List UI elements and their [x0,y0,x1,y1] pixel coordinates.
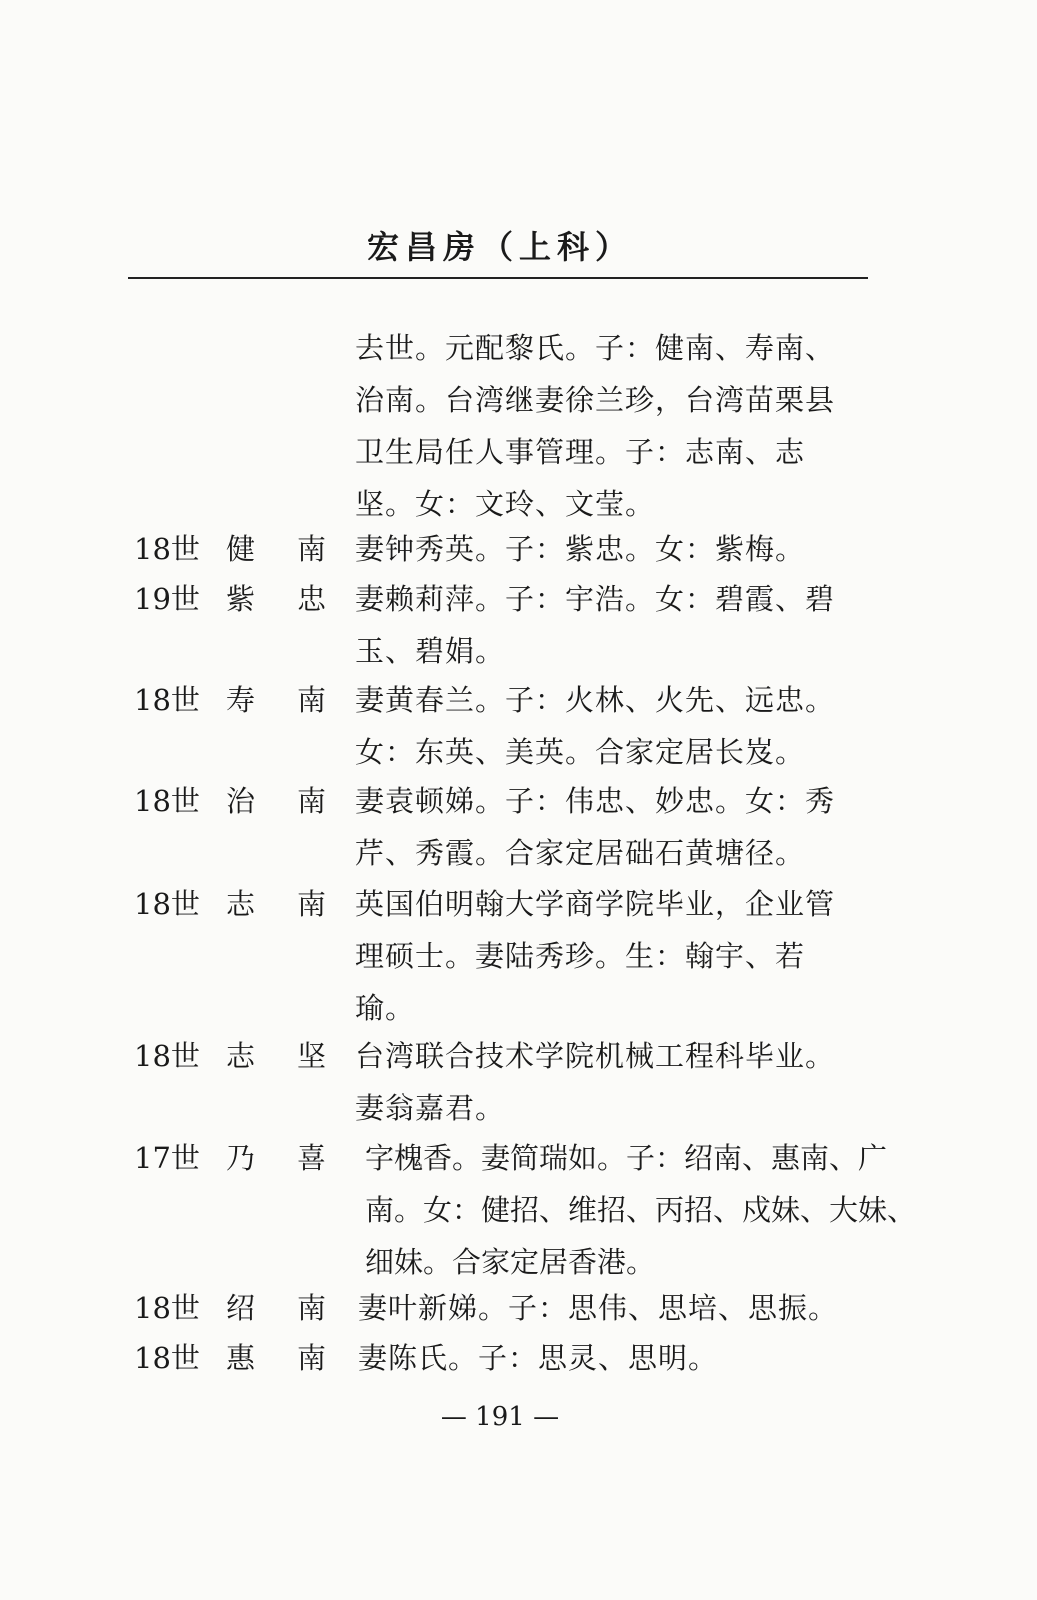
name-char: 坚 [296,1039,326,1073]
name-char: 志 [226,1039,256,1073]
entry-line: 妻翁嘉君。 [355,1091,506,1125]
entry-line: 英国伯明翰大学商学院毕业，企业管 [355,887,836,921]
generation-label: 18世 [134,1291,200,1325]
person-name [226,1332,326,1384]
entry-line: 妻黄春兰。子：火林、火先、远忠。 [355,683,836,717]
generation-label: 17世 [134,1141,200,1175]
person-name [226,1282,326,1334]
entry-line: 治南。台湾继妻徐兰珍，台湾苗栗县 [355,383,836,417]
page-header-title: 宏昌房（上科） [366,228,633,266]
entry-text [355,573,871,677]
name-char: 治 [226,784,256,818]
entry-line: 妻钟秀英。子：紫忠。女：紫梅。 [355,532,806,566]
person-name [226,1030,326,1082]
person-name [226,1132,326,1184]
generation-label: 18世 [134,887,200,921]
entry-line: 卫生局任人事管理。子：志南、志 [355,435,806,469]
generation-label: 18世 [134,1039,200,1073]
entry-line: 坚。女：文玲、文莹。 [355,487,656,521]
entry-line: 玉、碧娟。 [355,634,506,668]
entry-line: 芹、秀霞。合家定居础石黄塘径。 [355,836,806,870]
name-char: 南 [296,1291,326,1325]
person-name [226,775,326,827]
person-name [226,573,326,625]
name-char: 南 [296,532,326,566]
name-char: 忠 [296,582,326,616]
name-char: 南 [296,887,326,921]
generation-label: 18世 [134,1341,200,1375]
entry-line: 妻陈氏。子：思灵、思明。 [358,1341,719,1375]
entry-line: 细妹。合家定居香港。 [365,1245,656,1279]
generation-label: 18世 [134,683,200,717]
entry-text [355,878,871,1034]
name-char: 惠 [226,1341,256,1375]
name-char: 南 [296,784,326,818]
header-rule [128,277,868,279]
entry-text [355,775,871,879]
entry-text [358,1282,874,1334]
name-char: 南 [296,683,326,717]
name-char: 健 [226,532,256,566]
entry-line: 字槐香。妻简瑞如。子：绍南、惠南、广 [365,1141,888,1175]
entry-line: 台湾联合技术学院机械工程科毕业。 [355,1039,836,1073]
name-char: 紫 [226,582,256,616]
entry-line: 妻赖莉萍。子：宇浩。女：碧霞、碧 [355,582,836,616]
name-char: 志 [226,887,256,921]
entry-text [355,674,871,778]
generation-label: 19世 [134,582,200,616]
person-name [226,878,326,930]
entry-line: 南。女：健招、维招、丙招、戍妹、大妹、 [365,1193,917,1227]
name-char: 南 [296,1341,326,1375]
entry-line: 女：东英、美英。合家定居长岌。 [355,735,806,769]
entry-text [358,1332,874,1384]
name-char: 喜 [296,1141,326,1175]
person-name [226,674,326,726]
name-char: 绍 [226,1291,256,1325]
entry-line: 去世。元配黎氏。子：健南、寿南、 [355,331,836,365]
entry-line: 妻袁顿娣。子：伟忠、妙忠。女：秀 [355,784,836,818]
entry-text [355,322,871,530]
entry-line: 瑜。 [355,991,416,1025]
person-name [226,523,326,575]
name-char: 寿 [226,683,256,717]
entry-line: 理硕士。妻陆秀珍。生：翰宇、若 [355,939,806,973]
generation-label: 18世 [134,784,200,818]
entry-text [355,523,871,575]
entry-text [355,1030,871,1134]
page-number: — 191 — [440,1402,560,1432]
entry-text [365,1132,917,1288]
entry-line: 妻叶新娣。子：思伟、思培、思振。 [358,1291,839,1325]
generation-label: 18世 [134,532,200,566]
name-char: 乃 [226,1141,256,1175]
